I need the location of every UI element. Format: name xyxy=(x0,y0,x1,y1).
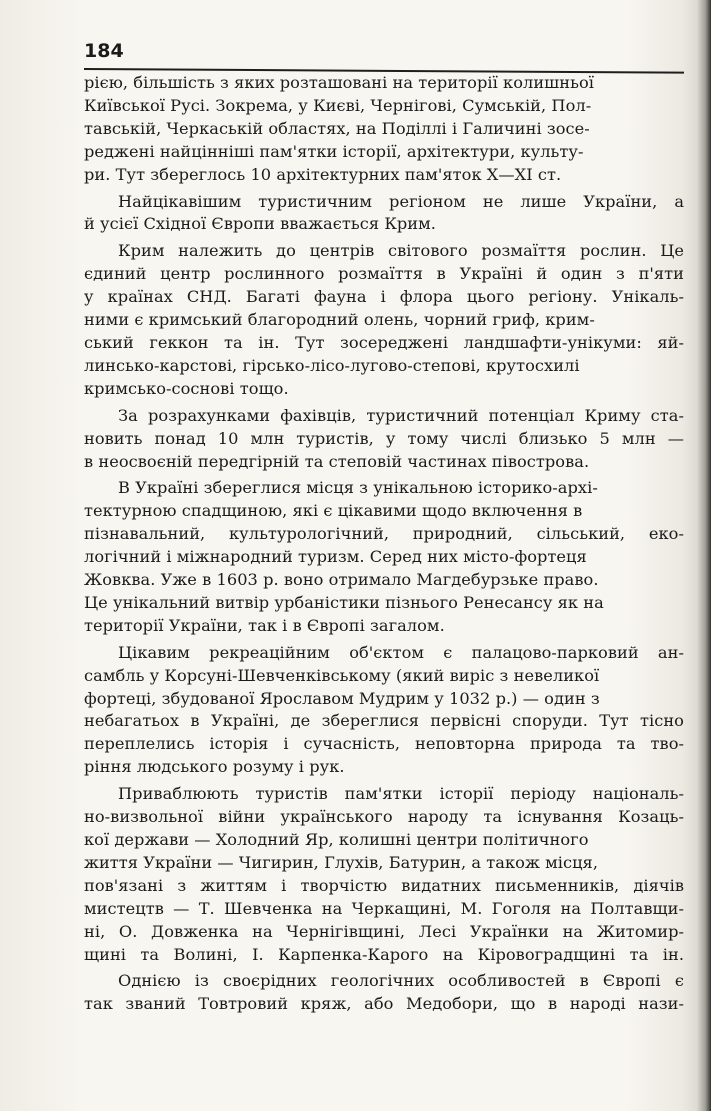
text-line: Київської Русі. Зокрема, у Києві, Чернігові, Сумській, Пол- xyxy=(84,95,592,115)
text-line: тавській, Черкаській областях, на Поділлі і Галичині зосе- xyxy=(84,118,590,138)
text-line: Крим належить до центрів світового розмаїття рослин. Це xyxy=(118,241,685,261)
text-line: ський геккон та ін. Тут зосереджені ландшафти-унікуми: яй- xyxy=(84,332,684,352)
paragraph xyxy=(84,477,684,637)
text-line: мистецтв — Т. Шевченка на Черкащині, М. Гоголя на Полтавщи- xyxy=(84,898,684,918)
paragraph xyxy=(84,970,684,1016)
body-text xyxy=(84,72,684,1016)
paragraph xyxy=(84,72,684,187)
paragraph xyxy=(84,405,684,474)
text-line: фортеці, збудованої Ярославом Мудрим у 1032 р.) — один з xyxy=(84,688,600,708)
text-line: в неосвоєній передгірній та степовій частинах півострова. xyxy=(84,451,590,471)
text-line: єдиний центр рослинного розмаїття в Україні й один з п'яти xyxy=(84,264,685,284)
text-line: ними є кримський благородний олень, чорний гриф, крим- xyxy=(84,310,595,330)
text-line: щині та Волині, І. Карпенка-Карого на Кіровоградщині та ін. xyxy=(84,944,685,964)
text-line: й усієї Східної Європи вважається Крим. xyxy=(84,214,436,234)
page-number: 184 xyxy=(84,40,124,62)
text-line: Це унікальний витвір урбаністики пізнього Ренесансу як на xyxy=(84,592,604,612)
text-line: логічний і міжнародний туризм. Серед них місто-фортеця xyxy=(84,547,587,567)
text-line: рією, більшість з яких розташовані на території колишньої xyxy=(84,73,594,92)
paragraph xyxy=(84,642,684,779)
text-line: реджені найцінніші пам'ятки історії, архітектури, культу- xyxy=(84,141,584,161)
text-line: ріння людського розуму і рук. xyxy=(84,757,345,777)
text-line: Жовква. Уже в 1603 р. воно отримало Магдебурзьке право. xyxy=(84,570,599,590)
text-line: Однією із своєрідних геологічних особливостей в Європі є xyxy=(118,971,684,991)
text-line: пізнавальний, культурологічний, природний, сільський, еко- xyxy=(84,524,684,544)
text-line: Цікавим рекреаційним об'єктом є палацово-парковий ан- xyxy=(118,642,684,662)
text-line: самбль у Корсуні-Шевченківському (який виріс з невеликої xyxy=(84,665,600,685)
page-edge-shadow xyxy=(697,0,711,1111)
paragraph xyxy=(84,783,684,966)
text-line: Найцікавішим туристичним регіоном не лише України, а xyxy=(118,191,685,211)
text-line: За розрахунками фахівців, туристичний потенціал Криму ста- xyxy=(118,405,684,425)
paragraph xyxy=(84,240,684,400)
text-line: кої держави — Холодний Яр, колишні центри політичного xyxy=(84,830,589,849)
text-line: но-визвольної війни українського народу та існування Козаць- xyxy=(84,807,684,827)
text-line: небагатьох в Україні, де збереглися первісні споруди. Тут тісно xyxy=(84,711,684,731)
text-line: життя України — Чигирин, Глухів, Батурин, а також місця, xyxy=(84,852,599,872)
text-line: пов'язані з життям і творчістю видатних письменників, діячів xyxy=(84,875,685,895)
text-line: Приваблюють туристів пам'ятки історії періоду національ- xyxy=(118,784,685,804)
text-line: ні, О. Довженка на Чернігівщині, Лесі Українки на Житомир- xyxy=(84,921,685,941)
text-line: у країнах СНД. Багаті фауна і флора цього регіону. Унікаль- xyxy=(84,287,685,307)
text-line: так званий Товтровий кряж, або Медобори, що в народі нази- xyxy=(84,994,685,1014)
text-line: території України, так і в Європі загалом. xyxy=(84,615,445,635)
text-line: В Україні збереглися місця з унікальною історико-архі- xyxy=(118,478,598,498)
text-line: новить понад 10 млн туристів, у тому числі близько 5 млн — xyxy=(84,428,684,448)
text-line: переплелись історія і сучасність, неповторна природа та тво- xyxy=(84,734,685,754)
text-line: тектурною спадщиною, які є цікавими щодо включення в xyxy=(84,501,583,521)
text-line: ри. Тут збереглось 10 архітектурних пам'яток X—XI ст. xyxy=(84,164,562,184)
paragraph xyxy=(84,191,684,237)
text-line: линсько-карстові, гірсько-лісо-лугово-степові, крутосхилі xyxy=(84,355,580,375)
text-line: кримсько-соснові тощо. xyxy=(84,378,289,398)
